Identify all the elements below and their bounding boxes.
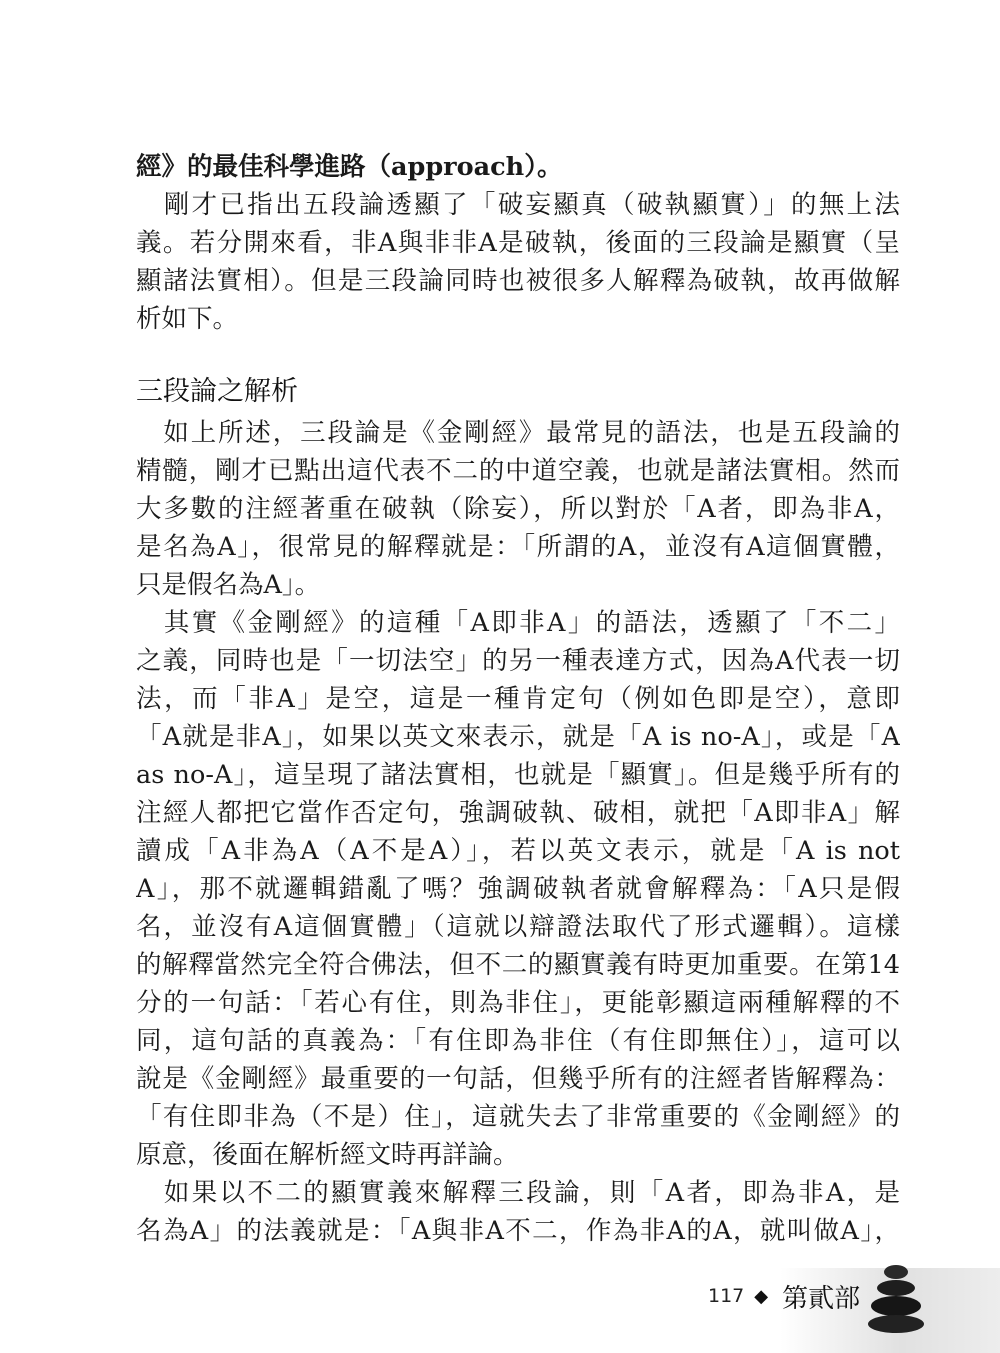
page-number: 117 — [708, 1285, 745, 1307]
section-line: 法，而「非A」是空，這是一種肯定句（例如色即是空），意即 — [136, 684, 900, 714]
section-line: 的解釋當然完全符合佛法，但不二的顯實義有時更加重要。在第14 — [136, 950, 900, 980]
section-line: 「有住即非為（不是）住」，這就失去了非常重要的《金剛經》的 — [136, 1102, 900, 1132]
section-line: as no-A」，這呈現了諸法實相，也就是「顯實」。但是幾乎所有的 — [136, 760, 900, 790]
stacked-stones-icon — [866, 1262, 926, 1334]
text-line-1: 經》的最佳科學進路（approach）。 — [136, 152, 563, 182]
section-line: 只是假名為A」。 — [136, 570, 321, 600]
section-line: 大多數的注經著重在破執（除妄），所以對於「A者，即為非A， — [136, 494, 900, 524]
diamond-icon: ◆ — [754, 1285, 769, 1307]
section-line: 之義，同時也是「一切法空」的另一種表達方式，因為A代表一切 — [136, 646, 900, 676]
section-line: 「A就是非A」，如果以英文來表示，就是「A is no-A」，或是「A — [136, 722, 900, 752]
text-line-5: 析如下。 — [136, 304, 239, 334]
section-line: A」，那不就邏輯錯亂了嗎？強調破執者就會解釋為：「A只是假 — [136, 874, 900, 904]
section-line: 其實《金剛經》的這種「A即非A」的語法，透顯了「不二」 — [136, 608, 900, 638]
section-line: 原意，後面在解析經文時再詳論。 — [136, 1140, 519, 1170]
section-line: 注經人都把它當作否定句，強調破執、破相，就把「A即非A」解 — [136, 798, 900, 828]
text-line-2: 剛才已指出五段論透顯了「破妄顯真（破執顯實）」的無上法 — [136, 190, 900, 220]
section-line: 精髓，剛才已點出這代表不二的中道空義，也就是諸法實相。然而 — [136, 456, 900, 486]
section-line: 名為A」的法義就是：「A與非A不二，作為非A的A，就叫做A」， — [136, 1216, 900, 1246]
section-line: 名，並沒有A這個實體」（這就以辯證法取代了形式邏輯）。這樣 — [136, 912, 900, 942]
page-footer — [708, 1276, 860, 1316]
text-line-4: 顯諸法實相）。但是三段論同時也被很多人解釋為破執，故再做解 — [136, 266, 900, 296]
section-heading: 三段論之解析 — [136, 376, 298, 407]
section-line: 如果以不二的顯實義來解釋三段論，則「A者，即為非A，是 — [136, 1178, 900, 1208]
section-line: 說是《金剛經》最重要的一句話，但幾乎所有的注經者皆解釋為： — [136, 1064, 900, 1094]
part-label: 第貳部 — [782, 1283, 861, 1314]
section-line: 如上所述，三段論是《金剛經》最常見的語法，也是五段論的 — [136, 418, 900, 448]
section-line: 分的一句話：「若心有住，則為非住」，更能彰顯這兩種解釋的不 — [136, 988, 900, 1018]
section-line: 同，這句話的真義為：「有住即為非住（有住即無住）」，這可以 — [136, 1026, 900, 1056]
text-line-3: 義。若分開來看，非A與非非A是破執，後面的三段論是顯實（呈 — [136, 228, 900, 258]
section-line: 是名為A」，很常見的解釋就是：「所謂的A，並沒有A這個實體， — [136, 532, 900, 562]
section-line: 讀成「A非為A（A不是A）」，若以英文表示，就是「A is not — [136, 836, 900, 866]
